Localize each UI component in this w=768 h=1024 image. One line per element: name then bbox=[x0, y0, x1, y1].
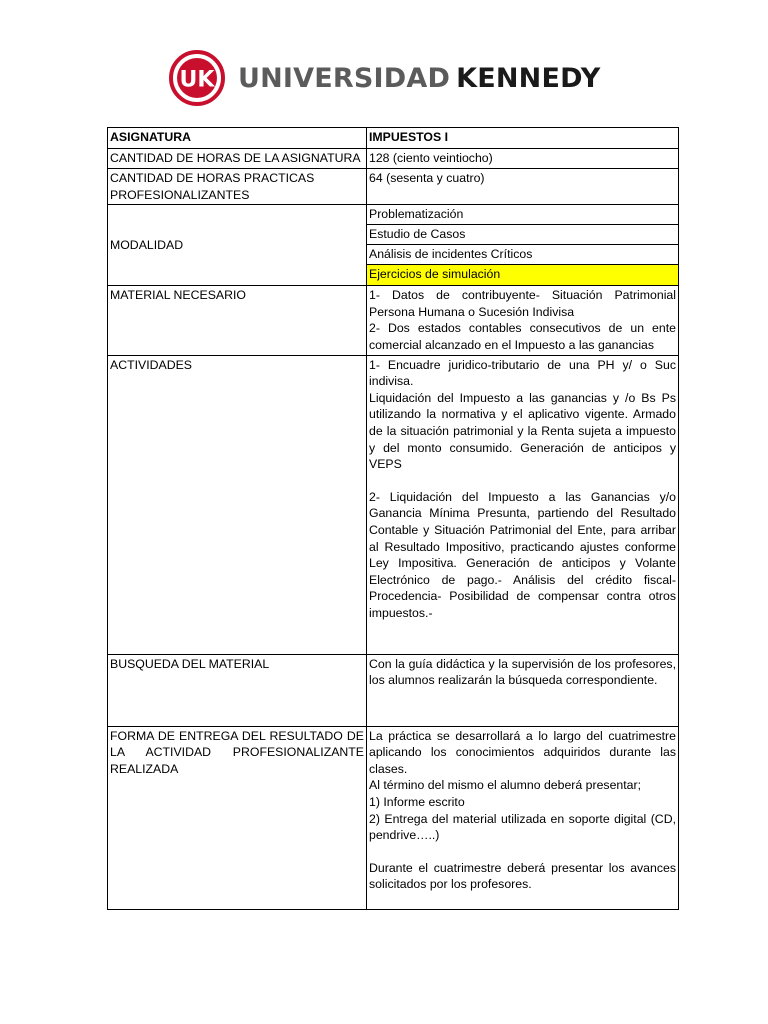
material-item: 2- Dos estados contables consecutivos de un ente comercial alcanzado en el Impuesto a las ganancias bbox=[369, 321, 676, 352]
busqueda-value: Con la guía didáctica y la supervisión de los profesores, los alumnos realizarán la búsqueda correspondiente. bbox=[367, 654, 679, 726]
row-forma-entrega bbox=[108, 726, 679, 909]
forma-paragraph: 2) Entrega del material utilizada en soporte digital (CD, pendrive…..) bbox=[369, 811, 676, 843]
uk-badge-icon bbox=[168, 50, 226, 106]
modalidad-item: Análisis de incidentes Críticos bbox=[367, 245, 679, 265]
logo-wordmark bbox=[238, 62, 601, 94]
forma-paragraph: Al término del mismo el alumno deberá presentar; bbox=[369, 778, 642, 793]
modalidad-label: MODALIDAD bbox=[108, 205, 367, 286]
modalidad-item: Estudio de Casos bbox=[367, 225, 679, 245]
university-logo bbox=[168, 50, 601, 106]
modalidad-item-highlighted: Ejercicios de simulación bbox=[367, 265, 679, 286]
material-value bbox=[367, 286, 679, 355]
row-material bbox=[108, 286, 679, 355]
forma-paragraph: La práctica se desarrollará a lo largo del cuatrimestre aplicando los conocimientos adquiridos durante las clases. bbox=[369, 728, 676, 776]
row-modalidad-1 bbox=[108, 205, 679, 225]
practicas-label-line2: PROFESIONALIZANTES bbox=[110, 187, 250, 202]
asignatura-value: IMPUESTOS I bbox=[367, 128, 679, 149]
asignatura-label: ASIGNATURA bbox=[108, 128, 367, 149]
material-item: 1- Datos de contribuyente- Situación Patrimonial Persona Humana o Sucesión Indivisa bbox=[369, 288, 676, 319]
actividades-value bbox=[367, 355, 679, 654]
forma-paragraph: 1) Informe escrito bbox=[369, 794, 465, 809]
row-busqueda bbox=[108, 654, 679, 726]
logo-word-kennedy: KENNEDY bbox=[456, 62, 601, 94]
row-actividades bbox=[108, 355, 679, 654]
row-asignatura bbox=[108, 128, 679, 149]
forma-value bbox=[367, 726, 679, 909]
practicas-label bbox=[108, 169, 367, 205]
practicas-value: 64 (sesenta y cuatro) bbox=[367, 169, 679, 205]
forma-paragraph: Durante el cuatrimestre deberá presentar los avances solicitados por los profesores. bbox=[369, 860, 676, 892]
logo-word-universidad: UNIVERSIDAD bbox=[238, 62, 451, 94]
row-practicas bbox=[108, 169, 679, 205]
modalidad-item: Problematización bbox=[367, 205, 679, 225]
horas-value: 128 (ciento veintiocho) bbox=[367, 149, 679, 169]
horas-label: CANTIDAD DE HORAS DE LA ASIGNATURA bbox=[108, 149, 367, 169]
spacer bbox=[369, 844, 676, 860]
actividades-paragraph: 1- Encuadre juridico-tributario de una PH y/ o Suc indivisa. bbox=[369, 357, 676, 389]
course-info-table bbox=[107, 127, 679, 910]
actividades-paragraph: 2- Liquidación del Impuesto a las Ganancias y/o Ganancia Mínima Presunta, partiendo del Resultado Contable y Situación Patrimonial del Ente, para arribar al Resultado Impositivo, practicando ajustes conforme Ley Impositiva. Generación de anticipos y Volante Electrónico de pago.- Análisis del crédito fiscal- Procedencia- Posibilidad de compensar contra otros impuestos.- bbox=[369, 489, 676, 620]
forma-label: FORMA DE ENTREGA DEL RESULTADO DE LA ACTIVIDAD PROFESIONALIZANTE REALIZADA bbox=[108, 726, 367, 909]
spacer bbox=[369, 473, 676, 489]
busqueda-label: BUSQUEDA DEL MATERIAL bbox=[108, 654, 367, 726]
practicas-label-line1: CANTIDAD DE HORAS PRACTICAS bbox=[110, 171, 315, 185]
actividades-label: ACTIVIDADES bbox=[108, 355, 367, 654]
badge-text: UK bbox=[179, 67, 215, 93]
material-label: MATERIAL NECESARIO bbox=[108, 286, 367, 355]
actividades-paragraph: Liquidación del Impuesto a las ganancias y /o Bs Ps utilizando la normativa y el aplicativo vigente. Armado de la situación patrimonial y la Renta sujeta a impuesto y del monto consumido. Generación de anticipos y VEPS bbox=[369, 390, 676, 472]
row-horas bbox=[108, 149, 679, 169]
